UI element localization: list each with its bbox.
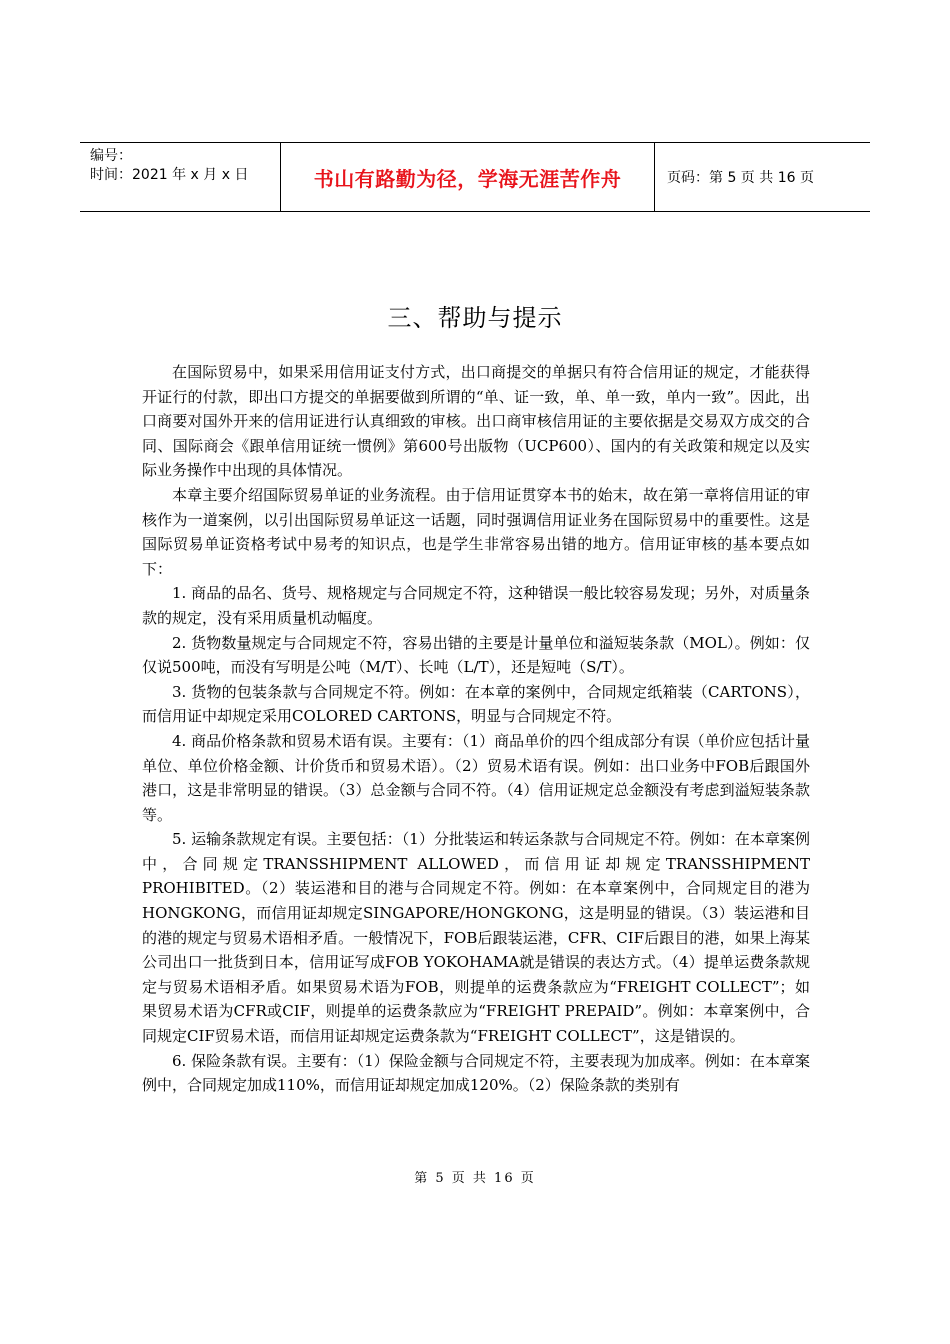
paragraph-point-4: 4. 商品价格条款和贸易术语有误。主要有：（1）商品单价的四个组成部分有误（单价应包括计量单位、单位价格金额、计价货币和贸易术语）。（2）贸易术语有误。例如：出口业务中FOB后跟国外港口，这是非常明显的错误。（3）总金额与合同不符。（4）信用证规定总金额没有考虑到溢短装条款等。 <box>142 731 810 824</box>
paragraph-intro: 在国际贸易中，如果采用信用证支付方式，出口商提交的单据只有符合信用证的规定，才能获得开证行的付款，即出口方提交的单据要做到所谓的“单、证一致，单、单一致，单内一致”。因此，出口商要对国外开来的信用证进行认真细致的审核。出口商审核信用证的主要依据是交易双方成交的合同、国际商会《跟单信用证统一惯例》第600号出版物（UCP600）、国内的有关政策和规定以及实际业务操作中出现的具体情况。 <box>142 363 810 480</box>
section-title: 三、帮助与提示 <box>387 304 563 333</box>
paragraph-point-5: 5. 运输条款规定有误。主要包括：（1）分批装运和转运条款与合同规定不符。例如：在本章案例中，合同规定TRANSSHIPMENT ALLOWED，而信用证却规定TRANSSHIPMENT PROHIBITED。（2）装运港和目的港与合同规定不符。例如：在本章案例中，合同规定目的港为HONGKONG，而信用证却规定SINGAPORE/HONGKONG，这是明显的错误。（3）装运港和目的港的规定与贸易术语相矛盾。一般情况下，FOB后跟装运港，CFR、CIF后跟目的港，如果上海某公司出口一批货到日本，信用证写成FOB YOKOHAMA就是错误的表达方式。（4）提单运费条款规定与贸易术语相矛盾。如果贸易术语为FOB，则提单的运费条款应为“FREIGHT COLLECT”；如果贸易术语为CFR或CIF，则提单的运费条款应为“FREIGHT PREPAID”。例如：本章案例中，合同规定CIF贸易术语，而信用证却规定运费条款为“FREIGHT COLLECT”，这是错误的。 <box>142 830 810 1046</box>
paragraph-point-2: 2. 货物数量规定与合同规定不符，容易出错的主要是计量单位和溢短装条款（MOL）。例如：仅仅说500吨，而没有写明是公吨（M/T）、长吨（L/T），还是短吨（S/T）。 <box>142 633 810 677</box>
header-motto: 书山有路勤为径，学海无涯苦作舟 <box>313 166 622 191</box>
header-page-info-cell <box>655 143 870 211</box>
header-meta-cell <box>80 143 281 211</box>
body-text <box>142 360 810 1098</box>
page-footer: 第 5 页 共 16 页 <box>414 1171 536 1186</box>
header-motto-cell <box>281 143 655 211</box>
document-number-label: 编号： <box>90 148 132 164</box>
document-header <box>80 142 870 212</box>
paragraph-point-3: 3. 货物的包装条款与合同规定不符。例如：在本章的案例中，合同规定纸箱装（CARTONS），而信用证中却规定采用COLORED CARTONS，明显与合同规定不符。 <box>142 682 810 726</box>
paragraph-point-1: 1. 商品的品名、货号、规格规定与合同规定不符，这种错误一般比较容易发现；另外，对质量条款的规定，没有采用质量机动幅度。 <box>142 584 810 627</box>
header-page-info: 页码：第 5 页 共 16 页 <box>667 170 814 186</box>
document-time-label: 时间：2021 年 x 月 x 日 <box>90 167 249 183</box>
paragraph-chapter-summary: 本章主要介绍国际贸易单证的业务流程。由于信用证贯穿本书的始末，故在第一章将信用证的审核作为一道案例，以引出国际贸易单证这一话题，同时强调信用证业务在国际贸易中的重要性。这是国际贸易单证资格考试中易考的知识点，也是学生非常容易出错的地方。信用证审核的基本要点如下： <box>142 485 810 578</box>
paragraph-point-6: 6. 保险条款有误。主要有：（1）保险金额与合同规定不符，主要表现为加成率。例如：在本章案例中，合同规定加成110%，而信用证却规定加成120%。（2）保险条款的类别有 <box>142 1051 810 1095</box>
